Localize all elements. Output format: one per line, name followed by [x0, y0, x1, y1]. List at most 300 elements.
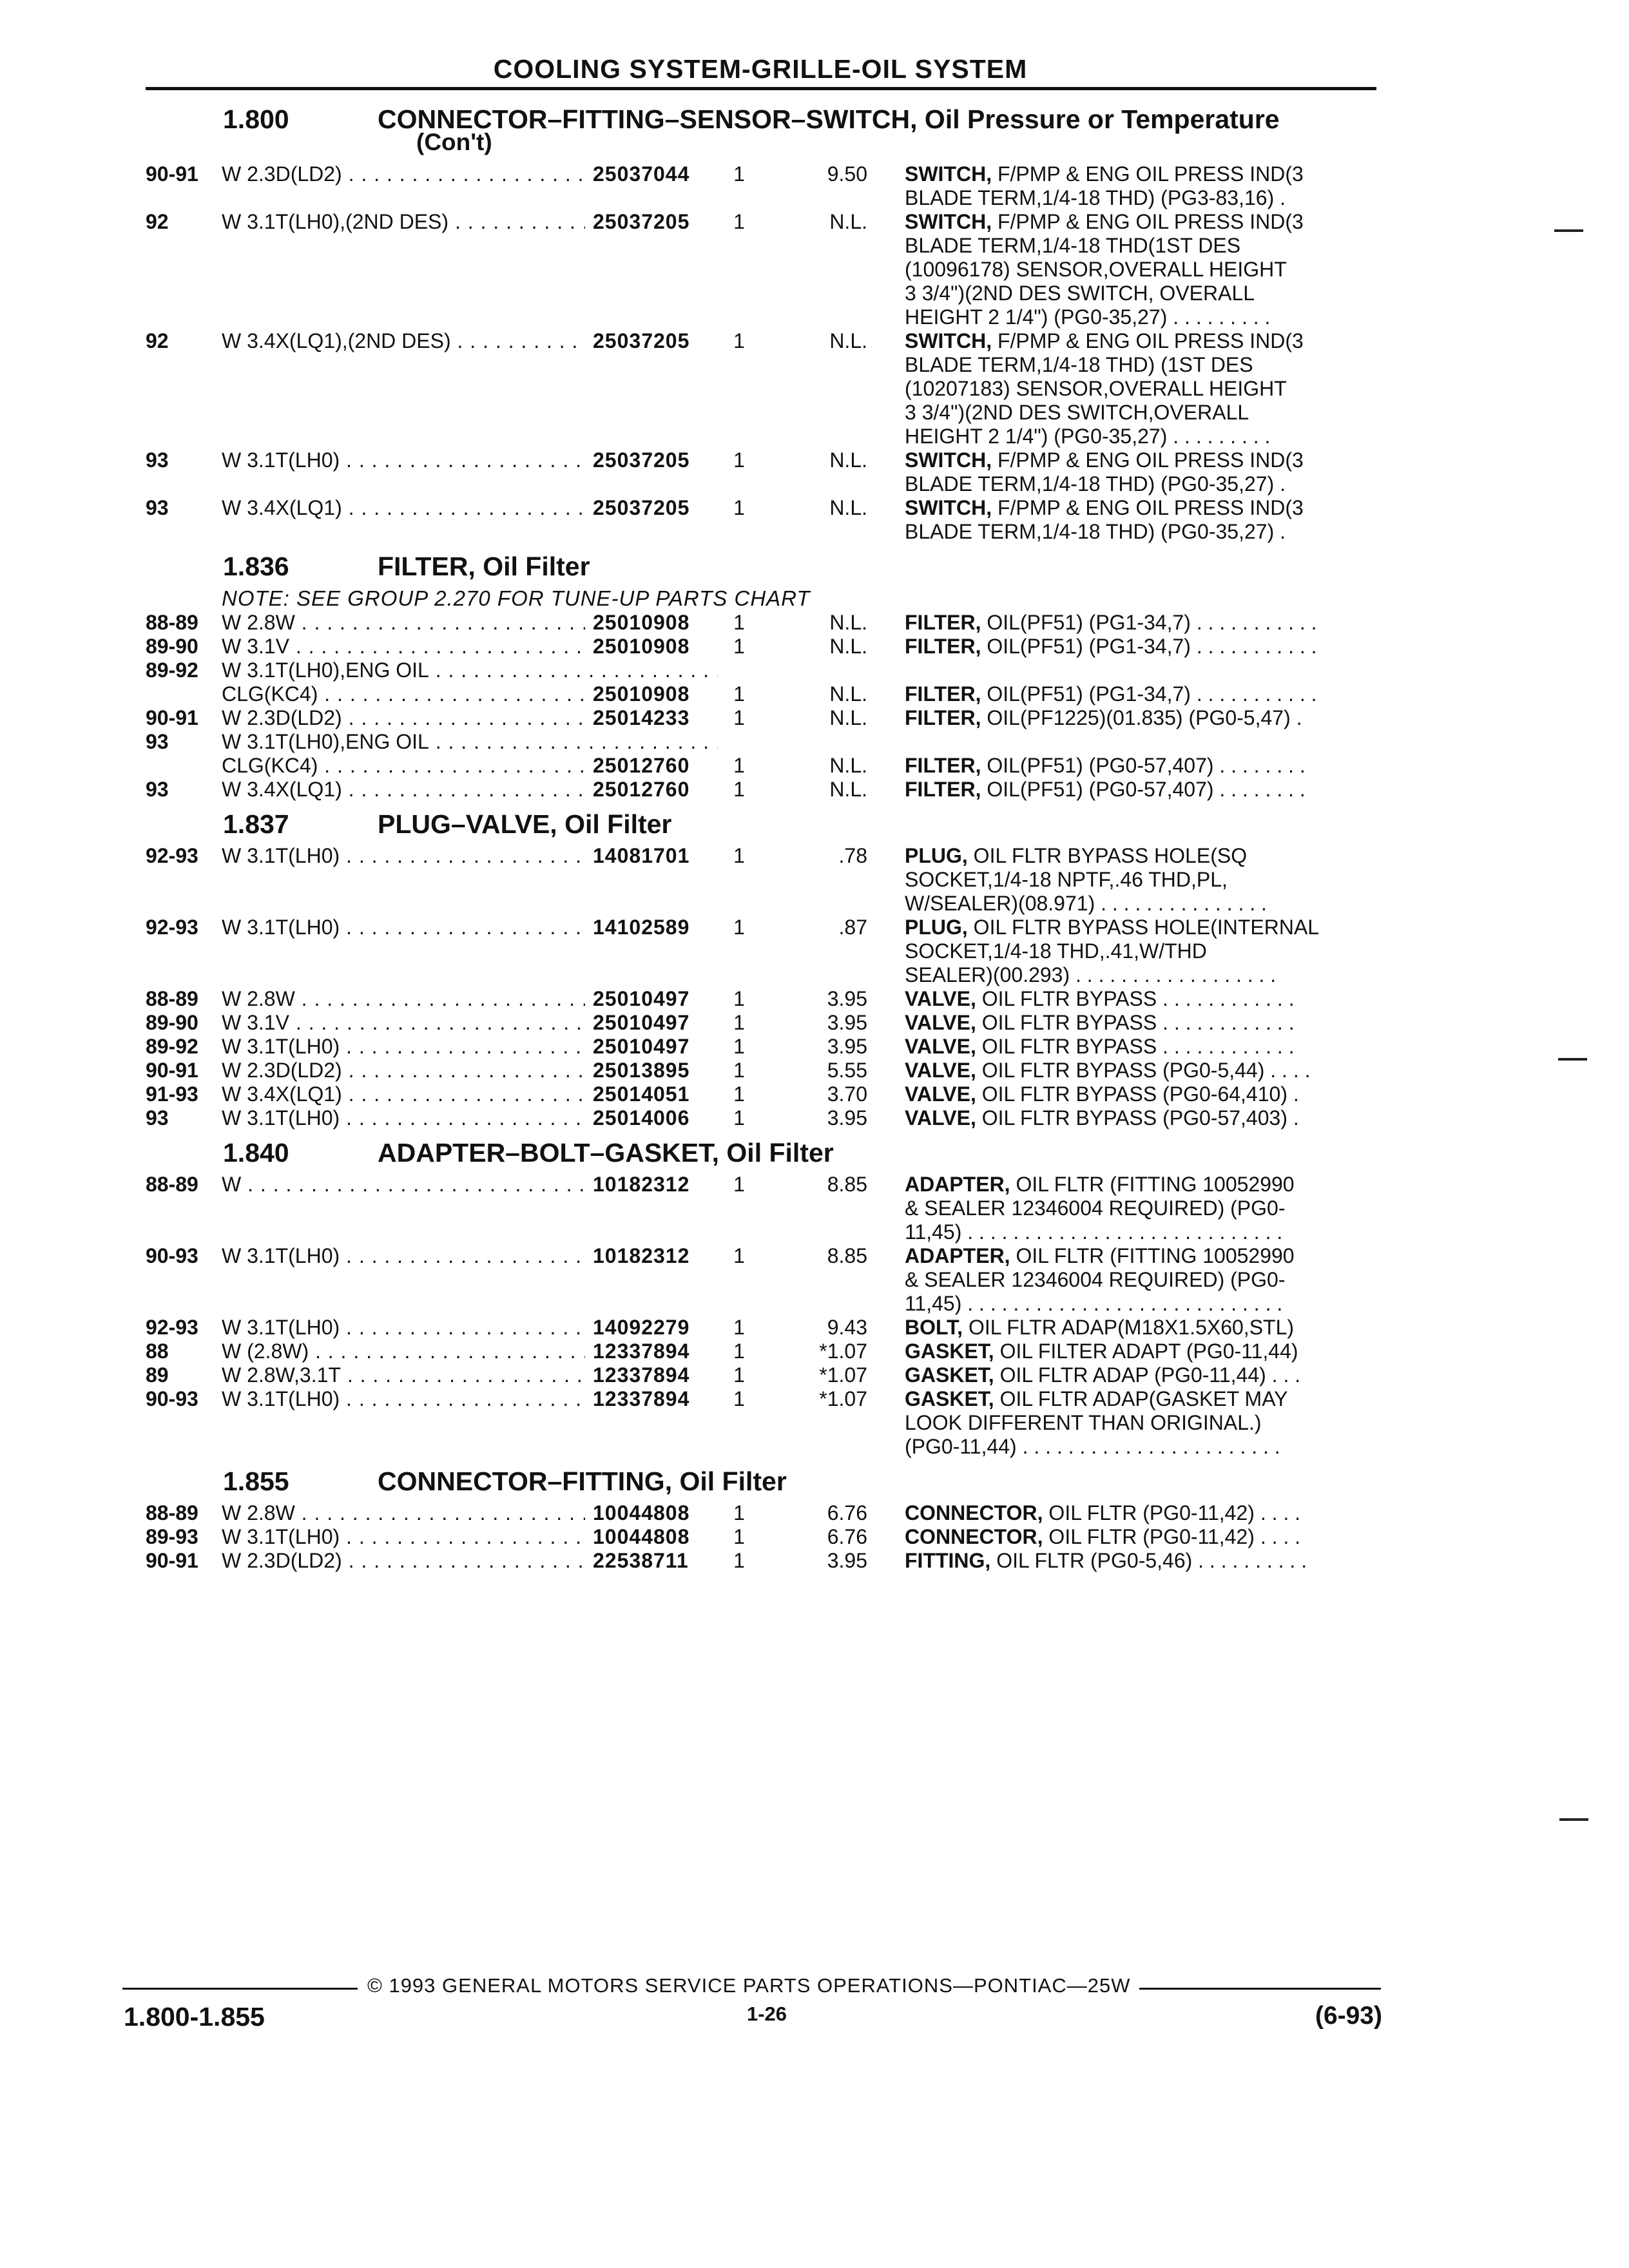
vehicle-model: W 2.3D(LD2) . . .	[222, 1059, 718, 1082]
quantity: 1	[733, 1363, 745, 1387]
part-row	[146, 1387, 1383, 1459]
description-text: BLADE TERM,1/4-18 THD(1ST DES	[905, 234, 1241, 257]
part-name: CONNECTOR,	[905, 1501, 1043, 1524]
part-number: 25014051	[585, 1082, 728, 1106]
quantity: 1	[733, 706, 745, 729]
model-years: 93	[146, 730, 169, 753]
description-line	[905, 1340, 1382, 1363]
description-line	[905, 1435, 1382, 1459]
quantity: 1	[733, 496, 745, 519]
description-line	[905, 1501, 1382, 1525]
price: *1.07	[819, 1363, 867, 1387]
price: N.L.	[829, 210, 867, 233]
vehicle-model: W 3.1T(LH0) . . .	[222, 916, 718, 939]
vehicle-model: W 3.1T(LH0),ENG OIL . . .	[222, 658, 718, 682]
part-number: 25037205	[585, 329, 728, 353]
price: N.L.	[829, 706, 867, 729]
footer-rule-right	[1139, 1988, 1381, 1990]
catalog-section	[146, 544, 1383, 802]
part-row	[146, 844, 1383, 916]
vehicle-model: W 3.4X(LQ1) . . .	[222, 1082, 718, 1106]
price: 9.43	[827, 1316, 867, 1339]
model-years: 89-90	[146, 1011, 198, 1034]
part-name: VALVE,	[905, 1082, 976, 1106]
description-text: OIL FLTR ADAP(M18X1.5X60,STL)	[968, 1316, 1295, 1339]
part-row	[146, 1363, 1383, 1387]
description-text: 3 3/4")(2ND DES SWITCH, OVERALL	[905, 282, 1255, 305]
part-description	[905, 611, 1382, 635]
part-row	[146, 162, 1383, 210]
price: 3.95	[827, 1035, 867, 1058]
footer-rule-left	[122, 1988, 358, 1990]
quantity: 1	[733, 1173, 745, 1196]
quantity: 1	[733, 1082, 745, 1106]
part-description	[905, 1082, 1382, 1106]
part-name: GASKET,	[905, 1340, 994, 1363]
vehicle-model: W 3.1T(LH0) . . .	[222, 1244, 718, 1268]
model-years: 90-93	[146, 1387, 198, 1410]
description-line	[905, 425, 1382, 448]
part-number: 25010497	[585, 1035, 728, 1059]
description-line	[905, 258, 1382, 282]
part-name: FILTER,	[905, 754, 981, 777]
section-header	[146, 1130, 1383, 1173]
description-text: OIL FLTR ADAP (PG0-11,44) . . .	[999, 1363, 1301, 1387]
model-years: 93	[146, 1106, 169, 1129]
part-number: 14081701	[585, 844, 728, 868]
description-text: F/PMP & ENG OIL PRESS IND(3	[997, 448, 1304, 472]
part-row	[146, 1316, 1383, 1340]
footer-page-number: 1-26	[746, 2003, 787, 2025]
section-code: 1.800	[223, 104, 289, 134]
part-row	[146, 1106, 1383, 1130]
description-text: F/PMP & ENG OIL PRESS IND(3	[997, 496, 1304, 519]
description-line	[905, 1011, 1382, 1035]
part-description	[905, 1011, 1382, 1035]
description-line	[905, 305, 1382, 329]
description-text: OIL(PF51) (PG0-57,407) . . . . . . . .	[987, 778, 1306, 801]
price: N.L.	[829, 611, 867, 634]
model-years: 89-92	[146, 658, 198, 682]
model-years: 90-93	[146, 1244, 198, 1267]
description-text: BLADE TERM,1/4-18 THD) (PG0-35,27) .	[905, 472, 1286, 495]
vehicle-model: W 3.1T(LH0) . . .	[222, 1387, 718, 1411]
model-years: 88-89	[146, 987, 198, 1010]
part-number: 14092279	[585, 1316, 728, 1340]
price: 3.95	[827, 1106, 867, 1129]
part-name: VALVE,	[905, 1011, 976, 1034]
quantity: 1	[733, 162, 745, 186]
footer-section-range: 1.800-1.855	[124, 2002, 265, 2032]
description-text: F/PMP & ENG OIL PRESS IND(3	[997, 162, 1304, 186]
vehicle-model: W 3.4X(LQ1) . . .	[222, 496, 718, 520]
vehicle-model: W 3.1T(LH0) . . .	[222, 1035, 718, 1059]
description-text: OIL FLTR BYPASS . . . . . . . . . . . .	[981, 1035, 1295, 1058]
price: 9.50	[827, 162, 867, 186]
model-years: 90-91	[146, 162, 198, 186]
quantity: 1	[733, 1501, 745, 1524]
model-years: 88-89	[146, 611, 198, 634]
description-text: OIL FLTR BYPASS (PG0-57,403) .	[981, 1106, 1299, 1129]
description-line	[905, 916, 1382, 939]
description-line	[905, 448, 1382, 472]
part-name: FILTER,	[905, 635, 981, 658]
catalog-section	[146, 97, 1383, 544]
part-number: 25013895	[585, 1059, 728, 1082]
price: 3.95	[827, 1011, 867, 1034]
part-description	[905, 916, 1382, 987]
price: N.L.	[829, 448, 867, 472]
description-text: SOCKET,1/4-18 THD,.41,W/THD	[905, 939, 1207, 963]
description-text: 3 3/4")(2ND DES SWITCH,OVERALL	[905, 401, 1249, 424]
price: N.L.	[829, 329, 867, 352]
part-name: ADAPTER,	[905, 1244, 1010, 1267]
part-name: PLUG,	[905, 844, 968, 867]
parts-catalog-body	[146, 97, 1383, 1573]
description-text: OIL(PF51) (PG1-34,7) . . . . . . . . . . .	[987, 611, 1317, 634]
part-row	[146, 1082, 1383, 1106]
section-title: PLUG–VALVE, Oil Filter	[378, 809, 672, 839]
part-name: SWITCH,	[905, 210, 992, 233]
part-name: BOLT,	[905, 1316, 963, 1339]
description-text: F/PMP & ENG OIL PRESS IND(3	[997, 210, 1304, 233]
model-years: 92-93	[146, 844, 198, 867]
part-number: 10182312	[585, 1244, 728, 1268]
part-row	[146, 754, 1383, 778]
part-row	[146, 611, 1383, 635]
description-line	[905, 963, 1382, 987]
description-line	[905, 939, 1382, 963]
part-row	[146, 1501, 1383, 1525]
vehicle-model: W 2.8W,3.1T . . .	[222, 1363, 718, 1387]
description-line	[905, 844, 1382, 868]
part-number: 14102589	[585, 916, 728, 939]
part-name: FILTER,	[905, 778, 981, 801]
price: N.L.	[829, 778, 867, 801]
part-number: 25037205	[585, 496, 728, 520]
quantity: 1	[733, 448, 745, 472]
description-line	[905, 162, 1382, 186]
description-text: BLADE TERM,1/4-18 THD) (PG3-83,16) .	[905, 186, 1286, 209]
vehicle-model: W 3.1T(LH0) . . .	[222, 1316, 718, 1340]
title-rule	[146, 87, 1376, 90]
part-name: SWITCH,	[905, 448, 992, 472]
vehicle-model: W . . .	[222, 1173, 718, 1196]
price: 3.95	[827, 987, 867, 1010]
quantity: 1	[733, 987, 745, 1010]
description-line	[905, 1411, 1382, 1435]
part-description	[905, 448, 1382, 496]
catalog-section	[146, 1459, 1383, 1573]
vehicle-model: W 3.1V . . .	[222, 635, 718, 658]
part-row	[146, 706, 1383, 730]
description-line	[905, 1387, 1382, 1411]
price: 3.95	[827, 1549, 867, 1572]
description-line	[905, 1082, 1382, 1106]
section-note: NOTE: SEE GROUP 2.270 FOR TUNE-UP PARTS CHART	[222, 586, 811, 610]
description-text: OIL(PF51) (PG1-34,7) . . . . . . . . . . .	[987, 635, 1317, 658]
description-line	[905, 987, 1382, 1011]
description-line	[905, 234, 1382, 258]
quantity: 1	[733, 844, 745, 867]
description-text: OIL FLTR BYPASS (PG0-5,44) . . . .	[981, 1059, 1311, 1082]
price: 6.76	[827, 1525, 867, 1548]
part-row	[146, 916, 1383, 987]
model-years: 88-89	[146, 1501, 198, 1524]
part-description	[905, 1501, 1382, 1525]
part-row	[146, 210, 1383, 329]
description-line	[905, 1549, 1382, 1573]
part-name: VALVE,	[905, 987, 976, 1010]
part-name: FILTER,	[905, 706, 981, 729]
model-years: 91-93	[146, 1082, 198, 1106]
description-text: OIL(PF1225)(01.835) (PG0-5,47) .	[987, 706, 1302, 729]
vehicle-model: W 3.4X(LQ1),(2ND DES) . . .	[222, 329, 718, 353]
description-text: OIL FLTR (PG0-11,42) . . . .	[1048, 1525, 1301, 1548]
part-description	[905, 987, 1382, 1011]
quantity: 1	[733, 1549, 745, 1572]
part-row	[146, 1035, 1383, 1059]
description-text: BLADE TERM,1/4-18 THD) (PG0-35,27) .	[905, 520, 1286, 543]
description-line	[905, 1220, 1382, 1244]
model-years: 88-89	[146, 1173, 198, 1196]
quantity: 1	[733, 1387, 745, 1410]
part-description	[905, 1173, 1382, 1244]
part-row	[146, 682, 1383, 706]
description-text: OIL(PF51) (PG0-57,407) . . . . . . . .	[987, 754, 1306, 777]
part-number: 25037044	[585, 162, 728, 186]
description-line	[905, 892, 1382, 916]
quantity: 1	[733, 754, 745, 777]
description-line	[905, 282, 1382, 305]
part-row	[146, 1244, 1383, 1316]
part-number: 25012760	[585, 754, 728, 778]
vehicle-model: W 2.3D(LD2) . . .	[222, 706, 718, 730]
description-line	[905, 868, 1382, 892]
vehicle-model: W 3.1T(LH0) . . .	[222, 448, 718, 472]
part-row	[146, 1059, 1383, 1082]
quantity: 1	[733, 1525, 745, 1548]
quantity: 1	[733, 1340, 745, 1363]
part-description	[905, 329, 1382, 448]
description-line	[905, 353, 1382, 377]
description-text: OIL FLTR BYPASS HOLE(INTERNAL	[973, 916, 1320, 939]
part-row	[146, 730, 1383, 754]
part-row	[146, 658, 1383, 682]
vehicle-model: W 2.8W . . .	[222, 987, 718, 1011]
price: .78	[838, 844, 867, 867]
description-line	[905, 1292, 1382, 1316]
part-description	[905, 1549, 1382, 1573]
description-text: (10207183) SENSOR,OVERALL HEIGHT	[905, 377, 1287, 400]
section-code: 1.837	[223, 809, 289, 839]
description-line	[905, 186, 1382, 210]
vehicle-model: W 3.1T(LH0) . . .	[222, 1525, 718, 1549]
part-description	[905, 1316, 1382, 1340]
description-line	[905, 1316, 1382, 1340]
description-text: OIL FLTR BYPASS (PG0-64,410) .	[981, 1082, 1299, 1106]
part-row	[146, 1011, 1383, 1035]
description-line	[905, 1059, 1382, 1082]
model-years: 93	[146, 496, 169, 519]
description-line	[905, 635, 1382, 658]
price: N.L.	[829, 496, 867, 519]
quantity: 1	[733, 1316, 745, 1339]
part-row	[146, 1173, 1383, 1244]
quantity: 1	[733, 916, 745, 939]
description-text: F/PMP & ENG OIL PRESS IND(3	[997, 329, 1304, 352]
part-description	[905, 754, 1382, 778]
part-number: 25037205	[585, 448, 728, 472]
part-description	[905, 1106, 1382, 1130]
description-line	[905, 1106, 1382, 1130]
description-line	[905, 496, 1382, 520]
part-description	[905, 496, 1382, 544]
part-description	[905, 1525, 1382, 1549]
model-years: 93	[146, 778, 169, 801]
description-line	[905, 754, 1382, 778]
section-header	[146, 1459, 1383, 1501]
section-code: 1.840	[223, 1138, 289, 1168]
part-row	[146, 778, 1383, 802]
price: *1.07	[819, 1387, 867, 1410]
model-years: 89-93	[146, 1525, 198, 1548]
section-title: ADAPTER–BOLT–GASKET, Oil Filter	[378, 1138, 834, 1168]
description-text: LOOK DIFFERENT THAN ORIGINAL.)	[905, 1411, 1262, 1434]
price: .87	[838, 916, 867, 939]
part-name: CONNECTOR,	[905, 1525, 1043, 1548]
part-name: VALVE,	[905, 1106, 976, 1129]
part-number: 25010908	[585, 682, 728, 706]
description-line	[905, 472, 1382, 496]
part-number: 25010497	[585, 1011, 728, 1035]
description-line	[905, 682, 1382, 706]
quantity: 1	[733, 611, 745, 634]
quantity: 1	[733, 1106, 745, 1129]
description-line	[905, 1035, 1382, 1059]
description-text: OIL FLTR (FITTING 10052990	[1016, 1244, 1295, 1267]
model-years: 90-91	[146, 1059, 198, 1082]
section-title: FILTER, Oil Filter	[378, 552, 590, 581]
quantity: 1	[733, 635, 745, 658]
quantity: 1	[733, 1011, 745, 1034]
price: N.L.	[829, 682, 867, 706]
part-number: 25014233	[585, 706, 728, 730]
description-text: & SEALER 12346004 REQUIRED) (PG0-	[905, 1196, 1286, 1220]
vehicle-model: CLG(KC4) . . .	[222, 754, 718, 778]
part-name: PLUG,	[905, 916, 968, 939]
price: N.L.	[829, 635, 867, 658]
description-text: (PG0-11,44) . . . . . . . . . . . . . . . . . . . . . . .	[905, 1435, 1280, 1458]
description-line	[905, 1268, 1382, 1292]
description-line	[905, 329, 1382, 353]
part-name: FILTER,	[905, 682, 981, 706]
part-number: 10182312	[585, 1173, 728, 1196]
section-header	[146, 544, 1383, 586]
part-name: FILTER,	[905, 611, 981, 634]
section-title: CONNECTOR–FITTING, Oil Filter	[378, 1466, 787, 1496]
part-name: ADAPTER,	[905, 1173, 1010, 1196]
description-text: HEIGHT 2 1/4") (PG0-35,27) . . . . . . . . .	[905, 425, 1271, 448]
part-name: GASKET,	[905, 1387, 994, 1410]
vehicle-model: W 2.8W . . .	[222, 1501, 718, 1525]
quantity: 1	[733, 1059, 745, 1082]
section-header	[146, 802, 1383, 844]
vehicle-model: W 3.4X(LQ1) . . .	[222, 778, 718, 802]
vehicle-model: W 3.1T(LH0),ENG OIL . . .	[222, 730, 718, 754]
part-description	[905, 210, 1382, 329]
description-text: OIL FILTER ADAPT (PG0-11,44)	[999, 1340, 1298, 1363]
section-code: 1.836	[223, 552, 289, 581]
model-years: 92-93	[146, 916, 198, 939]
description-text: W/SEALER)(08.971) . . . . . . . . . . . . . . .	[905, 892, 1267, 915]
part-description	[905, 1387, 1382, 1459]
footer-copyright: © 1993 GENERAL MOTORS SERVICE PARTS OPERATIONS—PONTIAC—25W	[367, 1974, 1131, 1997]
part-number: 12337894	[585, 1340, 728, 1363]
description-text: OIL FLTR (PG0-11,42) . . . .	[1048, 1501, 1301, 1524]
model-years: 89-92	[146, 1035, 198, 1058]
description-line	[905, 210, 1382, 234]
part-row	[146, 329, 1383, 448]
part-description	[905, 1363, 1382, 1387]
description-line	[905, 401, 1382, 425]
part-description	[905, 1059, 1382, 1082]
description-text: OIL FLTR (FITTING 10052990	[1016, 1173, 1295, 1196]
quantity: 1	[733, 210, 745, 233]
part-number: 25010908	[585, 635, 728, 658]
description-text: SEALER)(00.293) . . . . . . . . . . . . . . . . . .	[905, 963, 1277, 986]
price: 8.85	[827, 1244, 867, 1267]
description-text: OIL FLTR BYPASS HOLE(SQ	[973, 844, 1248, 867]
model-years: 92	[146, 210, 169, 233]
vehicle-model: W 3.1V . . .	[222, 1011, 718, 1035]
description-text: OIL(PF51) (PG1-34,7) . . . . . . . . . . .	[987, 682, 1317, 706]
part-number: 25010497	[585, 987, 728, 1011]
vehicle-model: W (2.8W) . . .	[222, 1340, 718, 1363]
section-code: 1.855	[223, 1466, 289, 1496]
part-description	[905, 778, 1382, 802]
vehicle-model: CLG(KC4) . . .	[222, 682, 718, 706]
description-line	[905, 1363, 1382, 1387]
description-line	[905, 778, 1382, 802]
description-line	[905, 1525, 1382, 1549]
description-text: OIL FLTR (PG0-5,46) . . . . . . . . . .	[996, 1549, 1307, 1572]
part-number: 25014006	[585, 1106, 728, 1130]
part-row	[146, 1525, 1383, 1549]
model-years: 92-93	[146, 1316, 198, 1339]
description-line	[905, 1196, 1382, 1220]
part-row	[146, 987, 1383, 1011]
price: 5.55	[827, 1059, 867, 1082]
part-description	[905, 844, 1382, 916]
part-description	[905, 706, 1382, 730]
description-line	[905, 1244, 1382, 1268]
description-text: (10096178) SENSOR,OVERALL HEIGHT	[905, 258, 1287, 281]
description-line	[905, 377, 1382, 401]
description-text: 11,45) . . . . . . . . . . . . . . . . . . . . . . . . . . . .	[905, 1220, 1283, 1244]
catalog-section	[146, 1130, 1383, 1459]
model-years: 89	[146, 1363, 169, 1387]
vehicle-model: W 2.3D(LD2) . . .	[222, 1549, 718, 1573]
catalog-section	[146, 802, 1383, 1130]
quantity: 1	[733, 682, 745, 706]
vehicle-model: W 2.8W . . .	[222, 611, 718, 635]
vehicle-model: W 3.1T(LH0) . . .	[222, 844, 718, 868]
description-text: 11,45) . . . . . . . . . . . . . . . . . . . . . . . . . . . .	[905, 1292, 1283, 1315]
part-number: 12337894	[585, 1363, 728, 1387]
vehicle-model: W 2.3D(LD2) . . .	[222, 162, 718, 186]
vehicle-model: W 3.1T(LH0),(2ND DES) . . .	[222, 210, 718, 234]
